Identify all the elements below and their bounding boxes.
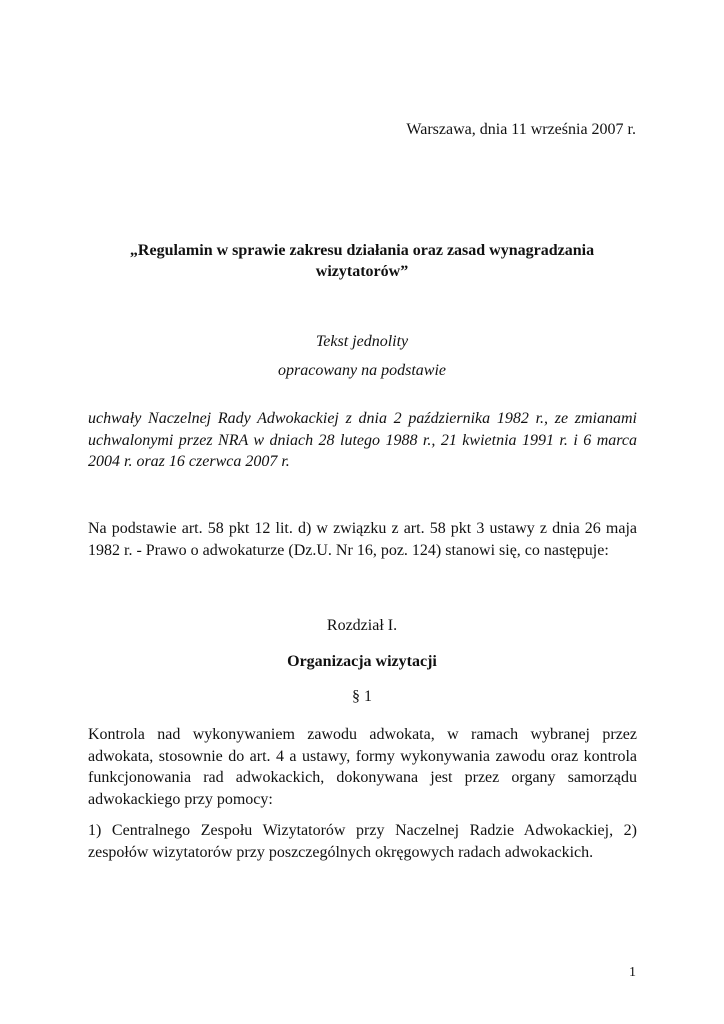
- resolution-basis: uchwały Naczelnej Rady Adwokackiej z dnia 2 października 1982 r., ze zmianami uchwalonymi przez NRA w dniach 28 lutego 1988 r., 21 kwietnia 1991 r. i 6 marca 2004 r. oraz 16 czerwca 2007 r.: [88, 410, 637, 470]
- chapter-number: Rozdział I.: [326, 617, 398, 634]
- page-number: 1: [629, 965, 636, 980]
- chapter-title: Organizacja wizytacji: [287, 653, 437, 670]
- section-paragraph-2: 1) Centralnego Zespołu Wizytatorów przy Naczelnej Radzie Adwokackiej, 2) zespołów wizytatorów przy poszczególnych okręgowych radach adwokackich.: [88, 822, 637, 861]
- date-line: Warszawa, dnia 11 września 2007 r.: [406, 121, 636, 138]
- section-label: § 1: [352, 688, 372, 705]
- preamble-paragraph: Na podstawie art. 58 pkt 12 lit. d) w związku z art. 58 pkt 3 ustawy z dnia 26 maja 1982 r. - Prawo o adwokaturze (Dz.U. Nr 16, poz. 124) stanowi się, co następuje:: [88, 520, 637, 559]
- subtitle-prepared-basis: opracowany na podstawie: [278, 362, 446, 379]
- subtitle-consolidated-text: Tekst jednolity: [315, 333, 409, 350]
- document-title: „Regulamin w sprawie zakresu działania oraz zasad wynagradzania wizytatorów”: [129, 242, 595, 280]
- section-paragraph-1: Kontrola nad wykonywaniem zawodu adwokata, w ramach wybranej przez adwokata, stosownie do art. 4 a ustawy, formy wykonywania zawodu oraz kontrola funkcjonowania rad adwokackich, dokonywana jest przez organy samorządu adwokackiego przy pomocy:: [88, 726, 637, 808]
